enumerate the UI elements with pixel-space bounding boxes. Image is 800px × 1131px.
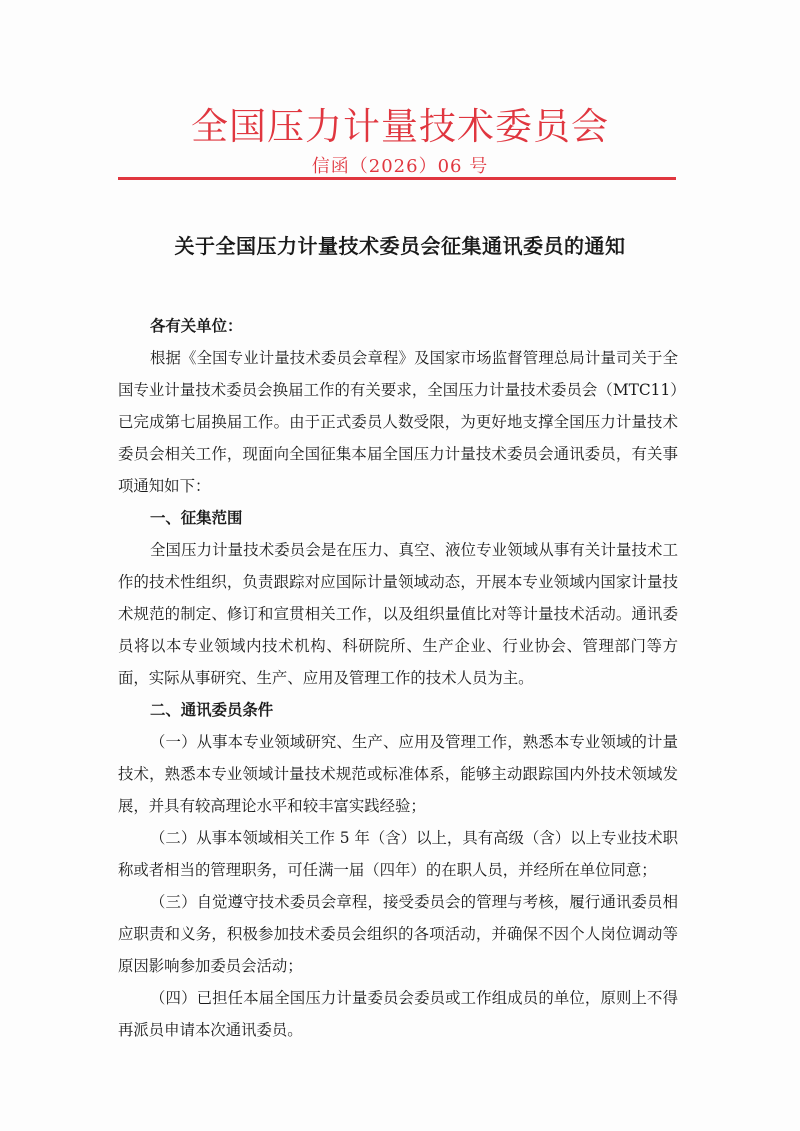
letterhead-divider — [118, 177, 676, 180]
condition-item-2: （二）从事本领域相关工作 5 年（含）以上，具有高级（含）以上专业技术职称或者相当的管理职务，可任满一届（四年）的在职人员，并经所在单位同意； — [118, 829, 678, 879]
section-heading-scope: 一、征集范围 — [150, 509, 243, 527]
notice-body — [118, 310, 678, 1046]
notice-title: 关于全国压力计量技术委员会征集通讯委员的通知 — [174, 234, 626, 258]
document-number: 信函（2026）06 号 — [311, 156, 489, 177]
salutation: 各有关单位： — [150, 317, 243, 335]
intro-paragraph: 根据《全国专业计量技术委员会章程》及国家市场监督管理总局计量司关于全国专业计量技术委员会换届工作的有关要求，全国压力计量技术委员会（MTC11）已完成第七届换届工作。由于正式委员人数受限，为更好地支撑全国压力计量技术委员会相关工作，现面向全国征集本届全国压力计量技术委员会通讯委员，有关事项通知如下： — [118, 349, 678, 495]
scope-paragraph: 全国压力计量技术委员会是在压力、真空、液位专业领域从事有关计量技术工作的技术性组织，负责跟踪对应国际计量领域动态，开展本专业领域内国家计量技术规范的制定、修订和宣贯相关工作，以及组织量值比对等计量技术活动。通讯委员将以本专业领域内技术机构、科研院所、生产企业、行业协会、管理部门等方面，实际从事研究、生产、应用及管理工作的技术人员为主。 — [118, 541, 678, 687]
organization-title: 全国压力计量技术委员会 — [191, 105, 609, 148]
condition-item-3: （三）自觉遵守技术委员会章程，接受委员会的管理与考核，履行通讯委员相应职责和义务，积极参加技术委员会组织的各项活动，并确保不因个人岗位调动等原因影响参加委员会活动； — [118, 893, 678, 975]
condition-item-4: （四）已担任本届全国压力计量委员会委员或工作组成员的单位，原则上不得再派员申请本次通讯委员。 — [118, 989, 678, 1039]
condition-item-1: （一）从事本专业领域研究、生产、应用及管理工作，熟悉本专业领域的计量技术，熟悉本专业领域计量技术规范或标准体系，能够主动跟踪国内外技术领域发展，并具有较高理论水平和较丰富实践经验； — [118, 733, 678, 815]
section-heading-conditions: 二、通讯委员条件 — [150, 701, 274, 719]
